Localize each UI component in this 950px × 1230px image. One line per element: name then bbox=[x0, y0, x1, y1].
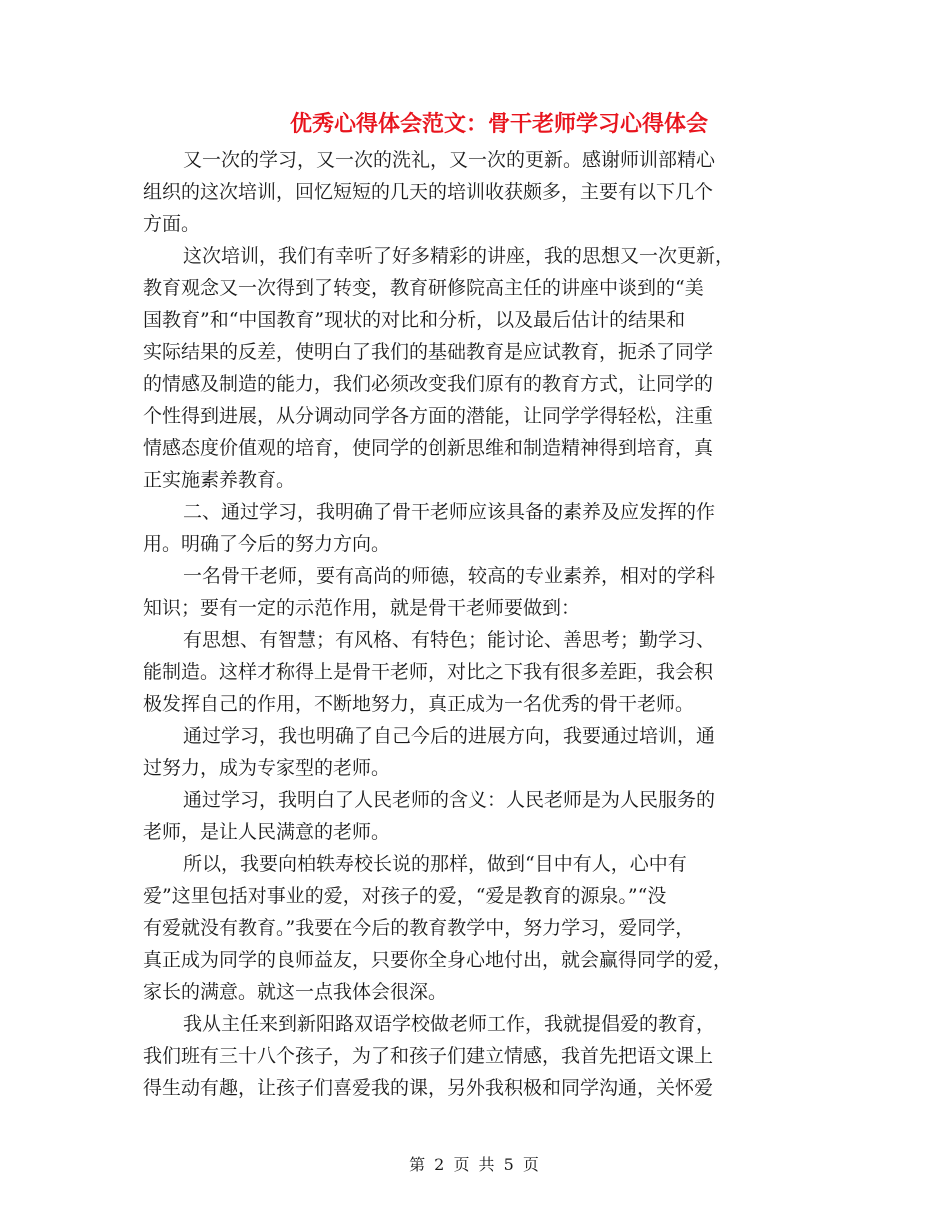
text-line: 又一次的学习，又一次的洗礼，又一次的更新。感谢师训部精心 bbox=[183, 149, 716, 171]
text-line: 能制造。这样才称得上是骨干老师，对比之下我有很多差距，我会积 bbox=[143, 661, 714, 683]
text-line: 爱”这里包括对事业的爱，对孩子的爱，“爱是教育的源泉。”“没 bbox=[143, 885, 667, 907]
text-line: 家长的满意。就这一点我体会很深。 bbox=[143, 981, 448, 1003]
paragraph bbox=[143, 496, 813, 560]
text-line: 极发挥自己的作用，不断地努力，真正成为一名优秀的骨干老师。 bbox=[143, 693, 695, 715]
text-line: 的情感及制造的能力，我们必须改变我们原有的教育方式，让同学的 bbox=[143, 373, 714, 395]
text-line: 教育观念又一次得到了转变，教育研修院高主任的讲座中谈到的“美 bbox=[143, 277, 704, 299]
text-line: 方面。 bbox=[143, 213, 201, 235]
text-line: 二、通过学习，我明确了骨干老师应该具备的素养及应发挥的作 bbox=[183, 501, 716, 523]
text-line: 正实施素养教育。 bbox=[143, 469, 296, 491]
document-body bbox=[143, 144, 813, 1104]
paragraph bbox=[143, 144, 813, 240]
page-footer: 第 2 页 共 5 页 bbox=[409, 1155, 541, 1174]
paragraph bbox=[143, 720, 813, 784]
text-line: 用。明确了今后的努力方向。 bbox=[143, 533, 391, 555]
paragraph bbox=[143, 560, 813, 624]
text-line: 过努力，成为专家型的老师。 bbox=[143, 757, 391, 779]
paragraph bbox=[143, 1008, 813, 1104]
text-line: 所以，我要向柏轶寿校长说的那样，做到“目中有人，心中有 bbox=[183, 853, 687, 875]
text-line: 实际结果的反差，使明白了我们的基础教育是应试教育，扼杀了同学 bbox=[143, 341, 714, 363]
document-title: 优秀心得体会范文：骨干老师学习心得体会 bbox=[289, 111, 708, 137]
paragraph bbox=[143, 784, 813, 848]
text-line: 情感态度价值观的培育，使同学的创新思维和制造精神得到培育，真 bbox=[143, 437, 714, 459]
paragraph bbox=[143, 848, 813, 1008]
text-line: 这次培训，我们有幸听了好多精彩的讲座，我的思想又一次更新， bbox=[183, 245, 735, 267]
paragraph bbox=[143, 240, 813, 496]
text-line: 有爱就没有教育。”我要在今后的教育教学中，努力学习，爱同学， bbox=[143, 917, 695, 939]
text-line: 组织的这次培训，回忆短短的几天的培训收获颇多，主要有以下几个 bbox=[143, 181, 714, 203]
text-line: 知识；要有一定的示范作用，就是骨干老师要做到： bbox=[143, 597, 581, 619]
text-line: 国教育”和“中国教育”现状的对比和分析，以及最后估计的结果和 bbox=[143, 309, 686, 331]
text-line: 老师，是让人民满意的老师。 bbox=[143, 821, 391, 843]
text-line: 一名骨干老师，要有高尚的师德，较高的专业素养，相对的学科 bbox=[183, 565, 716, 587]
text-line: 我从主任来到新阳路双语学校做老师工作，我就提倡爱的教育， bbox=[183, 1013, 716, 1035]
text-line: 有思想、有智慧；有风格、有特色；能讨论、善思考；勤学习、 bbox=[183, 629, 716, 651]
text-line: 得生动有趣，让孩子们喜爱我的课，另外我积极和同学沟通，关怀爱 bbox=[143, 1077, 714, 1099]
text-line: 通过学习，我也明确了自己今后的进展方向，我要通过培训，通 bbox=[183, 725, 716, 747]
paragraph bbox=[143, 624, 813, 720]
text-line: 通过学习，我明白了人民老师的含义：人民老师是为人民服务的 bbox=[183, 789, 716, 811]
text-line: 个性得到进展，从分调动同学各方面的潜能，让同学学得轻松，注重 bbox=[143, 405, 714, 427]
text-line: 我们班有三十八个孩子，为了和孩子们建立情感，我首先把语文课上 bbox=[143, 1045, 714, 1067]
text-line: 真正成为同学的良师益友，只要你全身心地付出，就会赢得同学的爱， bbox=[143, 949, 733, 971]
